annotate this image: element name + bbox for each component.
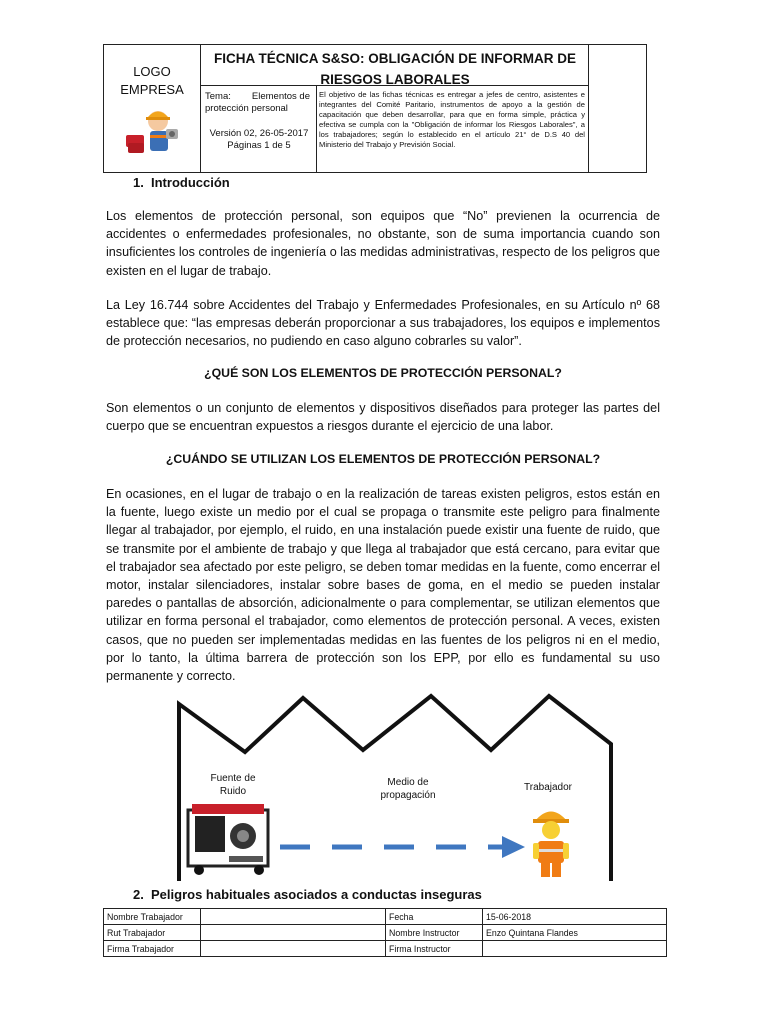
table-cell — [201, 925, 386, 941]
tema-label: Tema: — [205, 91, 231, 102]
question-heading: ¿CUÁNDO SE UTILIZAN LOS ELEMENTOS DE PROTECCIÓN PERSONAL? — [165, 452, 601, 466]
table-cell: Rut Trabajador — [104, 925, 201, 941]
paragraph: Los elementos de protección personal, son equipos que “No” previenen la ocurrencia de accidentes o enfermedades profesionales, no obstante, son de suma importancia cuando son insuficientes los controles de ingeniería o las medidas administrativas, respecto de los peligros que existen en el lugar de trabajo. — [106, 209, 660, 278]
tema-value: Elementos de — [251, 91, 310, 102]
document-title: FICHA TÉCNICA S&SO: OBLIGACIÓN DE INFORMAR DE RIESGOS LABORALES — [214, 51, 576, 87]
pages-text: Páginas 1 de 5 — [227, 139, 291, 151]
paragraph: En ocasiones, en el lugar de trabajo o en la realización de tareas existen peligros, estos están en la fuente, luego existe un medio por el cual se propaga o transmite este peligro para finalmente llegar al trabajador, por ejemplo, el ruido, en una instalación puede existir una fuente de ruido, que se transmite por el ambiente de trabajo y que llega al trabajador que está cercano, para evitar que el trabajador sea afectado por este peligro, se deben tomar medidas en la fuente, como encerrar el motor, instalar silenciadores, instalar sobre bases de goma, en el medio se pueden instalar paredes o pantallas de absorción, adicionalmente o para complementar, se utilizan elementos que utilizar en forma personal el trabajador, como elementos de protección personal. A veces, existen casos, que no pueden ser implementadas medidas en las fuentes de los peligros ni en el medio, por lo tanto, la última barrera de protección son los EPP, por ello es fundamental su uso permanente y correcto. — [106, 487, 660, 684]
paragraph: Son elementos o un conjunto de elementos y dispositivos diseñados para proteger las partes del cuerpo que se encuentran expuestos a riesgos durante el ejercicio de una labor. — [106, 401, 660, 434]
table-cell — [483, 941, 667, 957]
table-row — [104, 909, 667, 925]
version-text: Versión 02, 26-05-2017 — [209, 128, 309, 139]
signature-table — [103, 908, 667, 957]
table-cell: Firma Instructor — [386, 941, 483, 957]
section-number: 2. — [133, 887, 144, 902]
section-title: Introducción — [151, 175, 230, 190]
worker-icon — [533, 812, 569, 878]
table-row — [104, 925, 667, 941]
section-number: 1. — [133, 175, 144, 190]
tema-value-2: protección personal — [205, 103, 288, 114]
table-cell: 15-06-2018 — [483, 909, 667, 925]
objective-text: El objetivo de las fichas técnicas es entregar a jefes de centro, asistentes e integrantes del Comité Paritario, instrumentos de apoyo a la gestión de capacitación que deben desarrollar, para que en forma simple, práctica y efectiva se cumpla con la "Obligación de informar los Riesgos Laborales", a los trabajadores; según lo establecido en el artículo 21° de D.S 40 del Ministerio del Trabajo y Previsión Social. — [319, 90, 585, 149]
generator-icon — [188, 804, 268, 875]
table-cell: Nombre Trabajador — [104, 909, 201, 925]
table-cell: Enzo Quintana Flandes — [483, 925, 667, 941]
question-heading: ¿QUÉ SON LOS ELEMENTOS DE PROTECCIÓN PERSONAL? — [204, 366, 562, 380]
worker-logo-icon — [122, 103, 184, 159]
medium-label: Medio de propagación — [380, 777, 436, 801]
table-cell — [201, 941, 386, 957]
document-meta — [202, 91, 316, 151]
table-cell: Nombre Instructor — [386, 925, 483, 941]
table-cell: Firma Trabajador — [104, 941, 201, 957]
logo-placeholder: LOGO EMPRESA — [120, 64, 184, 97]
section-title: Peligros habituales asociados a conductas inseguras — [151, 887, 482, 902]
paragraph: La Ley 16.744 sobre Accidentes del Trabajo y Enfermedades Profesionales, en su Artículo nº 68 establece que: “las empresas deberán proporcionar a sus trabajadores, los equipos e implementos de protección necesarios, no pudiendo en caso alguno cobrarles su valor”. — [106, 298, 660, 349]
source-label: Fuente de Ruido — [210, 773, 256, 797]
table-cell: Fecha — [386, 909, 483, 925]
arrow-head — [502, 836, 525, 858]
document-header — [103, 44, 647, 173]
table-row — [104, 941, 667, 957]
worker-label: Trabajador — [524, 782, 572, 793]
table-cell — [201, 909, 386, 925]
